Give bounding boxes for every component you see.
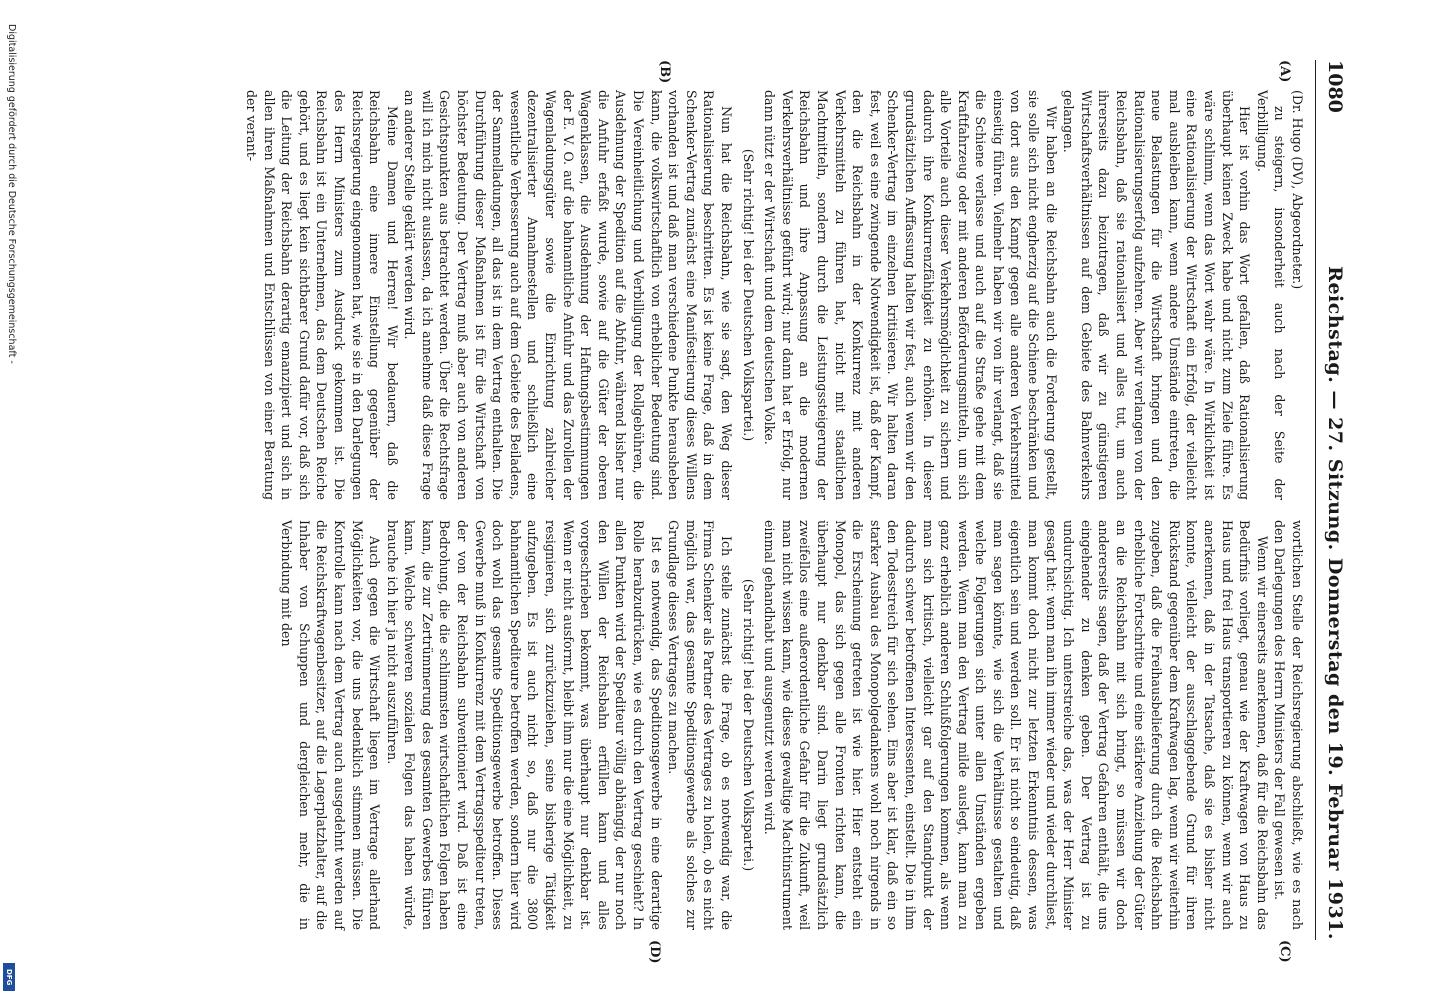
rotated-page-content — [72, 20, 1362, 980]
paragraph: Nun hat die Reichsbahn, wie sie sagt, den Weg dieser Rationalisierung beschritten. Es ist keine Frage, daß in dem Schenker-Vertrag zunächst eine Manifestierung dieses Willens vorhanden ist und daß man verschiedene Punkte herausheben kann, die volkswirtschaftlich von erheblicher Bedeutung sind. Die Vereinheitlichung und Verbilligung der Rollgebühren, die Ausdehnung der Spedition auf die Abfuhr, während bisher nur die Anfuhr erfaßt wurde, sowie auf die Güter der oberen Wagenklassen, die Ausdehnung der Haftungsbestimmungen der E. V. O. auf die bahnamtliche Anfuhr und das Zurollen der Wagenladungsgüter sowie die Einrichtung zahlreicher dezentralisierter Annahmestellen und schließlich eine wesentliche Verbesserung auch auf dem Gebiete des Beiladens, der Sammelladungen, all das ist in dem Vertrag enthalten. Die Durchführung dieser Maßnahmen ist für die Wirtschaft von höchster Bedeutung. Der Vertrag muß aber auch von anderen Gesichtspunkten aus betrachtet werden. Über die Rechtsfrage will ich mich nicht auslassen, da ich annehme daß diese Frage an anderer Stelle geklärt werden wird. — [402, 90, 734, 500]
paragraph: Wenn wir einerseits anerkennen, daß für die Reichsbahn das Bedürfnis vorliegt, genau wie der Kraftwagen von Haus zu Haus und frei Haus transportieren zu können, wenn wir auch anerkennen, daß in der Tatsache, daß sie es bisher nicht konnte, vielleicht der ausschlaggebende Grund für ihren Rückstand gegenüber dem Kraftwagen lag, wenn wir weiterhin zugeben, daß die Freihausbelieferung durch die Reichsbahn erhebliche Fortschritte und eine stärkere Anziehung der Güter an die Reichsbahn mit sich bringt, so müssen wir doch andererseits sagen, daß der Vertrag Gefahren enthält, die uns eingehender zu denken geben. Der Vertrag ist zu undurchsichtig. Ich unterstreiche das, was der Herr Minister gesagt hat: wenn man ihn immer wieder und wieder durchliest, man kommt doch nicht zur letzten Erkenntnis dessen, was eigentlich sein und werden soll. Er ist nicht so eindeutig, daß man sagen könnte, wie sich die Verhältnisse gestalten und welche Folgerungen sich unter allen Umständen ergeben werden. Wenn man den Vertrag milde auslegt, kann man zu ganz erheblich anderen Schlußfolgerungen kommen, als wenn man sich kritisch, vielleicht gar auf den Standpunkt der dadurch schwer betroffenen Interessenten, einstellt. Die in ihm den Todesstreich für sich sehen. Eins aber ist klar, daß ein so starker Ausbau des Monopolgedankens wohl noch nirgends in die Erscheinung getreten ist wie hier. Hier entsteht ein Monopol, das sich gegen alle Fronten richten kann, die überhaupt nur denkbar sind. Darin liegt grundsätzlich zweifellos eine außerordentliche Gefahr für die Zukunft, weil man nicht wissen kann, wie dieses gewaltige Machtinstrument einmal gehandhabt und ausgenutzt werden wird. — [762, 520, 1270, 930]
dfg-logo: DFG — [3, 963, 15, 991]
paragraph: Auch gegen die Wirtschaft liegen im Vertrage allerhand Möglichkeiten vor, die uns bedenklich stimmen müssen. Die Kontrolle kann nach dem Vertrag auch ausgedehnt werden auf die Reichskraftwagenbesitzer, auf die Lagerplatzhalter, auf die Inhaber von Schuppen und dergleichen mehr, die in Verbindung mit den — [279, 520, 383, 930]
paragraph: Hier ist vorhin das Wort gefallen, daß Rationalisierung überhaupt keinen Zweck habe und nicht zum Ziele führe. Es wäre schlimm, wenn das Wort wahr wäre. In Wirklichkeit ist eine Rationalisierung der Wirtschaft ein Erfolg, der vielleicht mal ausbleiben kann, wenn andere Umstände eintreten, die neue Belastungen für die Wirtschaft bringen und den Rationalisierungserfolg aufzehren. Aber wir verlangen von der Reichsbahn, daß sie rationalisiert und alles tut, um auch ihrerseits dazu beizutragen, daß wir zu günstigeren Wirtschaftsverhältnissen auf dem Gebiete des Bahnverkehrs gelangen. — [1061, 90, 1253, 500]
paragraph: wortlichen Stelle der Reichsregierung abschließt, wie es nach den Darlegungen des Herrn Ministers der Fall gewesen ist. — [1272, 520, 1305, 930]
digitization-credit-text: Digitalisierung gefördert durch die Deutsche Forschungsgemeinschaft - — [6, 24, 17, 364]
margin-marker-b: (B) — [657, 60, 672, 84]
paragraph: Wir haben an die Reichsbahn auch die Forderung gestellt, sie solle sich nicht engherzig auf die Schiene beschränken und von dort aus den Kampf gegen alle anderen Verkehrsmittel einseitig führen. Vielmehr haben wir von ihr verlangt, daß sie die Schiene verlasse und auch auf die Straße gehe mit dem Kraftfahrzeug oder mit anderen Beförderungsmitteln, um sich alle Vorteile auch dieser Verkehrsmöglichkeit zu sichern und dadurch ihre Konkurrenzfähigkeit zu erhöhen. In dieser grundsätzlichen Auffassung halten wir fest, auch wenn wir den Schenker-Vertrag im einzelnen kritisieren. Wir halten daran fest, weil es eine zwingende Notwendigkeit ist, daß der Kampf, den die Reichsbahn in der Konkurrenz mit anderen Verkehrsmitteln zu führen hat, nicht mit staatlichen Machtmitteln, sondern durch die Leistungssteigerung der Reichsbahn und ihre Anpassung an die modernen Verkehrsverhältnisse geführt wird; nur dann hat er Erfolg, nur dann nützt er der Wirtschaft und dem deutschen Volke. — [762, 90, 1059, 500]
left-column — [242, 90, 1306, 500]
interjection: (Sehr richtig! bei der Deutschen Volkspartei.) — [740, 148, 756, 442]
right-column — [278, 520, 1306, 930]
paragraph: zu steigern, insonderheit auch nach der Seite der Verbilligung. — [1254, 90, 1288, 500]
digitization-credit — [3, 24, 17, 984]
margin-marker-c: (C) — [1277, 940, 1292, 963]
paragraph: Ich stelle zunächst die Frage, ob es notwendig war, die Firma Schenker als Partner des Vertrages zu holen, ob es nicht möglich war, das gesamte Speditionsgewerbe als solches zur Grundlage dieses Vertrages zu machen. — [666, 520, 734, 930]
paragraph: Ist es notwendig, das Speditionsgewerbe in eine derartige Rolle herabzudrücken, wie es durch den Vertrag geschieht? In allen Punkten wird der Spediteur völlig abhängig, der nur noch den Willen der Reichsbahn erfüllen kann und alles vorgeschrieben bekommt, was überhaupt nur denkbar ist. Wenn er nicht ausformt, bleibt ihm nur die eine Möglichkeit, zu resignieren, sich zurückzuziehen, seine bisherige Tätigkeit aufzugeben. Es ist auch nicht so, daß nur die 3800 bahnamtlichen Spediteure betroffen werden, sondern hier wird doch wohl das gesamte Speditionsgewerbe betroffen. Dieses Gewerbe muß in Konkurrenz mit dem Vertragsspediteur treten, der von der Reichsbahn subventioniert wird. Daß ist eine Bedrohung, die die schlimmsten wirtschaftlichen Folgen haben kann, die zur Zertrümmerung des gesamten Gewerbes führen kann. Welche schweren sozialen Folgen das haben würde, brauche ich hier ja nicht auszuführen. — [384, 520, 664, 930]
margin-marker-d: (D) — [647, 940, 662, 964]
paragraph: Meine Damen und Herren! Wir bedauern, daß die Reichsbahn eine innere Einstellung gegenüber der Reichsregierung eingenommen hat, wie sie in den Darlegungen des Herrn Ministers zum Ausdruck gekommen ist. Die Reichsbahn ist ein Unternehmen, das dem Deutschen Reiche gehört, und es liegt kein sichtbarer Grund dafür vor, daß sich die Leitung der Reichsbahn derartig emanzipiert und sich in allen ihren Maßnahmen und Entschlüssen von einer Beratung der verant- — [243, 90, 400, 500]
page-header — [1315, 60, 1346, 940]
margin-marker-a: (A) — [1277, 60, 1292, 83]
page-number: 1080 — [1324, 60, 1346, 113]
page-title: Reichstag. — 27. Sitzung. Donnerstag den 19. Februar 1931. — [1324, 266, 1346, 940]
speaker-line: (Dr. Hugo (DV), Abgeordneter.) — [1290, 90, 1305, 290]
interjection: (Sehr richtig! bei der Deutschen Volkspartei.) — [740, 578, 756, 872]
